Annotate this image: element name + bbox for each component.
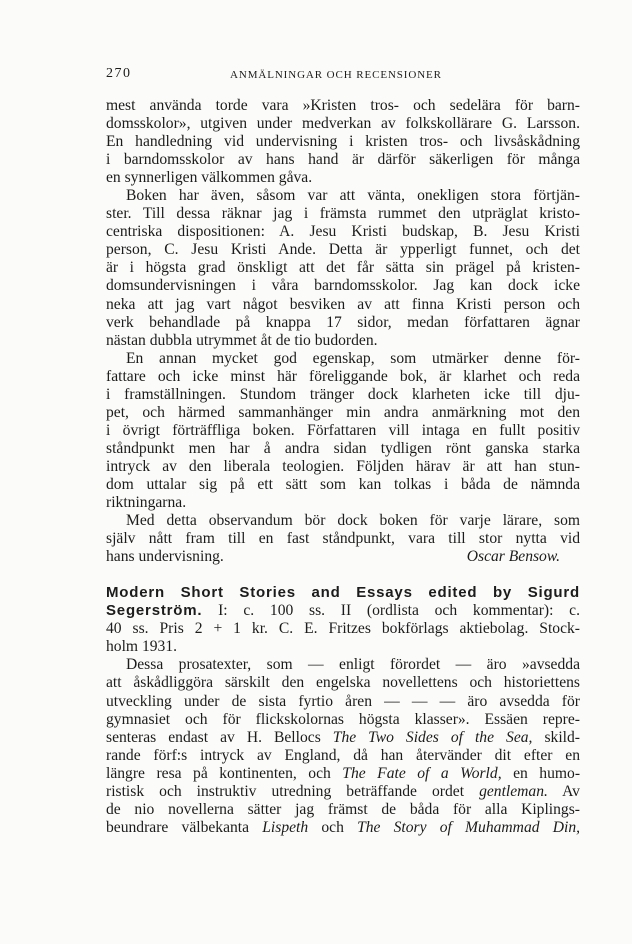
page-header — [106, 66, 576, 86]
page-number: 270 — [106, 66, 132, 81]
text-line: verk behandlade på knappa 17 sidor, medan författaren ägnar — [106, 313, 580, 331]
running-head: ANMÄLNINGAR OCH RECENSIONER — [230, 69, 442, 81]
review-1 — [106, 97, 580, 566]
text-line: ster. Till dessa räknar jag i främsta rummet den utpräglat kristo- — [106, 205, 580, 223]
text-line: Med detta observandum bör dock boken för varje lärare, som — [126, 512, 580, 530]
text-line: utveckling under de sista fyrtio åren — — — äro avsedda för — [106, 692, 580, 710]
text-fragment: ristisk och instruktiv utredning beträffande ordet — [106, 782, 480, 800]
work-title: The Story of Muhammad Din, — [357, 818, 581, 836]
text-line: En handledning vid undervisning i kristen tros- och livsåskådning — [106, 133, 580, 151]
text-line: neka att jag vart något besviken av att finna Kristi person och — [106, 295, 580, 313]
work-title: The Two Sides of the Sea, — [332, 728, 533, 746]
section-gap — [106, 566, 580, 584]
review-title-line: 40 ss. Pris 2 + 1 kr. C. E. Fritzes bokförlags aktiebolag. Stock- — [106, 620, 580, 638]
text-line: en synnerligen välkommen gåva. — [106, 169, 313, 187]
review-author: Segerström. — [106, 602, 203, 620]
review-title: Modern Short Stories and Essays edited by Sigurd — [106, 584, 580, 602]
text-line: är i högsta grad önskligt att det får sätta sin prägel på kristen- — [106, 259, 580, 277]
text-line: själv nått fram till en fast ståndpunkt, vara till stor nytta vid — [106, 530, 580, 548]
review-2 — [106, 584, 580, 837]
text-line — [106, 729, 580, 747]
review-title-line — [106, 602, 580, 620]
review-title-line — [106, 584, 580, 602]
text-fragment: och — [308, 818, 358, 836]
text-fragment: en humo- — [501, 764, 581, 782]
text-line: riktningarna. — [106, 494, 187, 512]
text-line: att åskådliggöra särskilt den engelska novellettens och historiettens — [106, 674, 580, 692]
text-line: pet, och härmed sammanhänger min andra anmärkning mot den — [106, 403, 580, 421]
work-title: The Fate of a World, — [342, 764, 502, 782]
text-line: i övrigt förträffliga boken. Författaren vill intaga en fullt positiv — [106, 421, 580, 439]
text-fragment: längre resa på kontinenten, och — [106, 764, 343, 782]
text-line: mest använda torde vara »Kristen tros- och sedelära för barn- — [106, 97, 580, 114]
text-line: rande förf:s intryck av England, då han återvänder dit efter en — [106, 746, 580, 764]
text-line: i framställningen. Stundom tränger dock klarheten icke till dju- — [106, 385, 580, 403]
text-line — [106, 765, 580, 783]
text-line: fattare och icke minst här föreliggande bok, är klarhet och reda — [106, 367, 580, 385]
text-line: dom uttalar sig på ett sätt som kan tolkas i båda de nämnda — [106, 475, 580, 493]
text-line: i barndomsskolor av hans hand är därför säkerligen för många — [106, 151, 580, 169]
text-fragment: hans undervisning. — [106, 548, 224, 566]
page-body — [106, 97, 580, 837]
text-line: centriska dispositionen: A. Jesu Kristi budskap, B. Jesu Kristi — [106, 223, 580, 241]
text-line: gymnasiet och för flickskolornas högsta klasser». Essäen repre- — [106, 710, 580, 728]
text-line: ståndpunkt men har å andra sidan tydligen rönt ganska starka — [106, 439, 580, 457]
text-line: person, C. Jesu Kristi Ande. Detta är ypperligt funnet, och det — [106, 241, 580, 259]
text-line: intryck av den liberala teologien. Följden härav är att han stun- — [106, 457, 580, 475]
text-fragment: skild- — [532, 728, 581, 746]
text-fragment: beundrare välbekanta — [106, 818, 263, 836]
emphasized-word: gentleman. — [479, 782, 548, 800]
text-line: domsundervisningen i våra barndomsskolor. Jag kan dock icke — [106, 277, 580, 295]
text-fragment: senteras endast av H. Bellocs — [106, 728, 333, 746]
text-line: domsskolor», utgiven under medverkan av folkskollärare G. Larsson. — [106, 115, 580, 133]
text-line: de nio novellerna sätter jag främst de båda för alla Kiplings- — [106, 800, 580, 818]
text-line: nästan dubbla utrymmet åt de tio budorden. — [106, 331, 378, 349]
work-title: Lispeth — [262, 818, 309, 836]
text-line: Boken har även, såsom var att vänta, onekligen stora förtjän- — [126, 187, 580, 205]
text-line — [106, 783, 580, 801]
reviewer-signature: Oscar Bensow. — [466, 548, 560, 566]
text-line — [106, 548, 580, 566]
text-line — [106, 819, 580, 837]
text-fragment: I: c. 100 ss. II (ordlista och kommentar): c. — [202, 602, 580, 620]
text-fragment: Av — [547, 782, 580, 800]
text-line: En annan mycket god egenskap, som utmärker denne för- — [126, 349, 580, 367]
review-title-line: holm 1931. — [106, 638, 178, 656]
text-line: Dessa prosatexter, som — enligt förordet — äro »avsedda — [126, 656, 580, 674]
